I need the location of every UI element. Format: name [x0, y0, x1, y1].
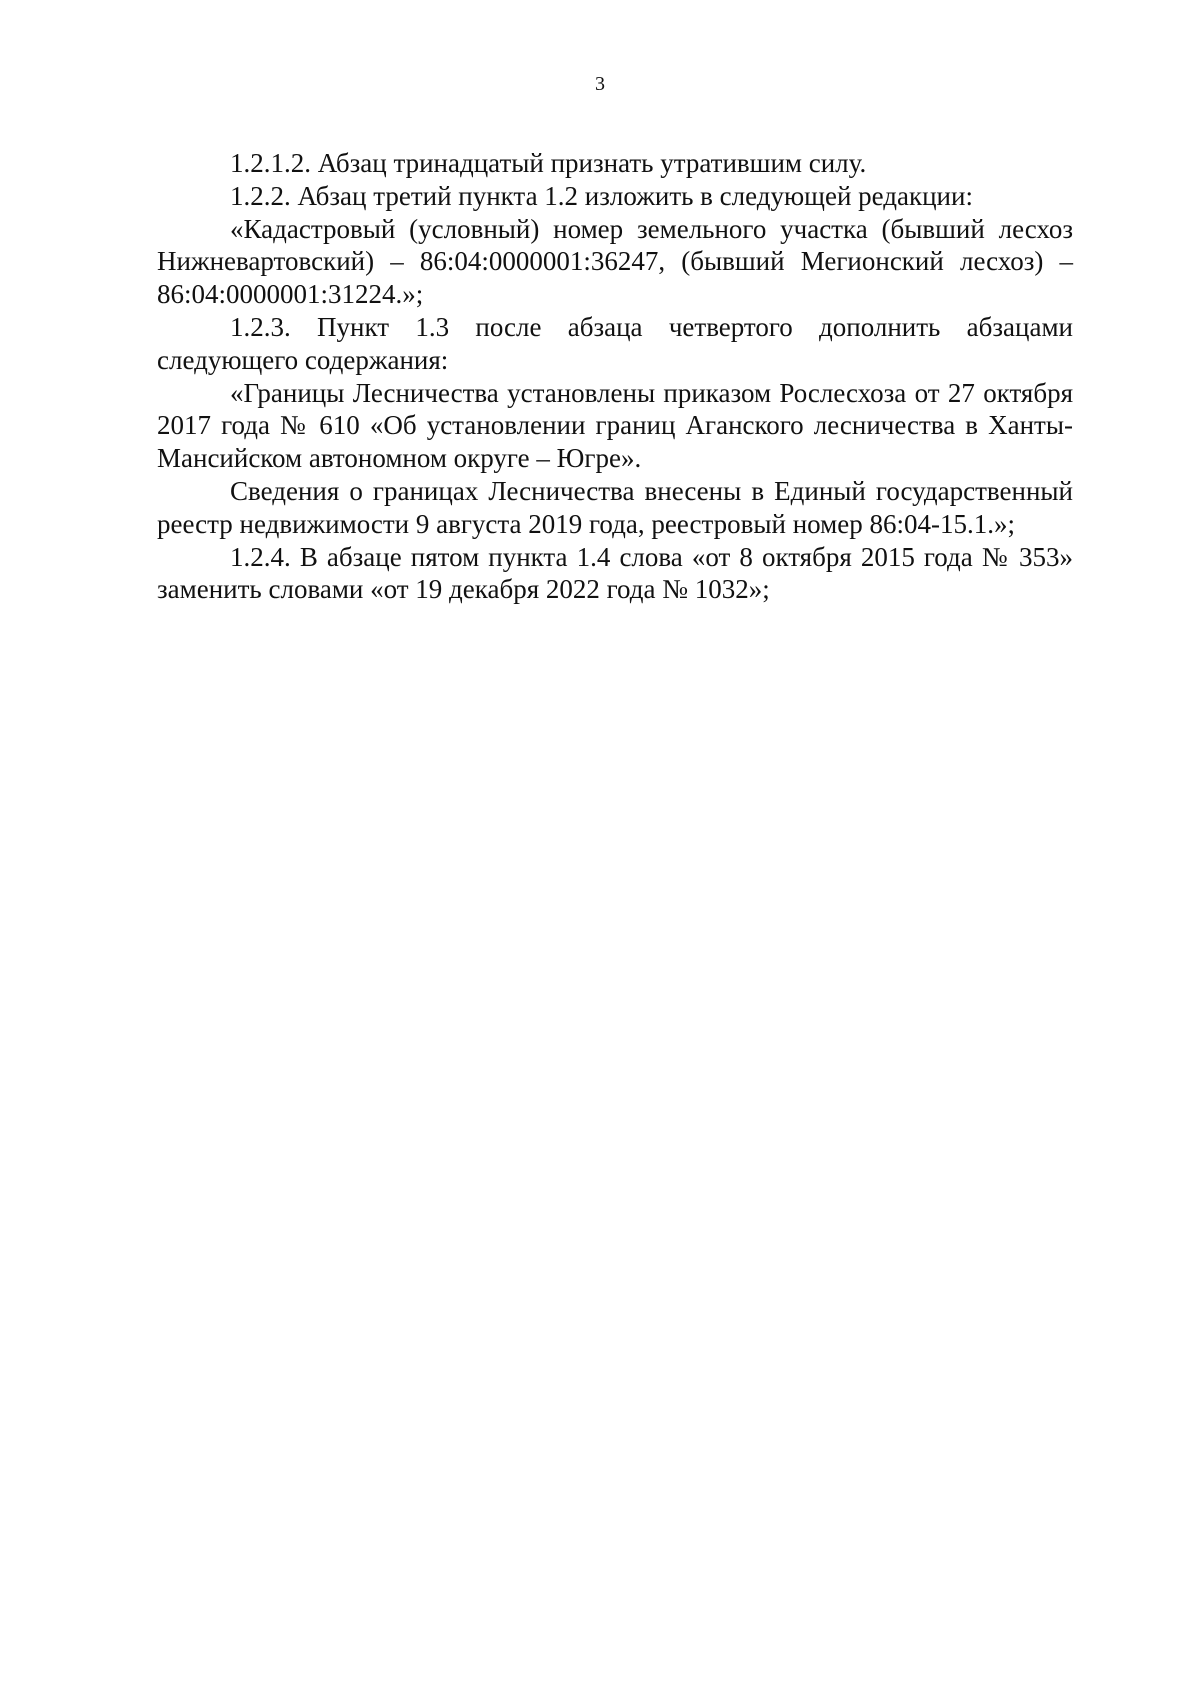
paragraph-1-2-1-2: 1.2.1.2. Абзац тринадцатый признать утратившим силу.: [230, 148, 867, 178]
paragraph-registry-info: Сведения о границах Лесничества внесены в Единый государственный реестр недвижимости 9 августа 2019 года, реестровый номер 86:04-15.1.»;: [157, 475, 1073, 539]
paragraph-forestry-boundaries: «Границы Лесничества установлены приказом Рослесхоза от 27 октября 2017 года № 610 «Об установлении границ Аганского лесничества в Ханты-Мансийском автономном округе – Югре».: [157, 377, 1073, 474]
document-body: [157, 147, 1073, 606]
page-number: 3: [595, 73, 605, 95]
paragraph-1-2-2: 1.2.2. Абзац третий пункта 1.2 изложить в следующей редакции:: [230, 180, 973, 211]
paragraph-1-2-3: 1.2.3. Пункт 1.3 после абзаца четвертого дополнить абзацами следующего содержания:: [157, 311, 1073, 375]
paragraph-cadastral-number: «Кадастровый (условный) номер земельного участка (бывший лесхоз Нижневартовский) – 86:04:0000001:36247, (бывший Мегионский лесхоз) – 86:04:0000001:31224.»;: [157, 213, 1073, 310]
paragraph-1-2-4: 1.2.4. В абзаце пятом пункта 1.4 слова «от 8 октября 2015 года № 353» заменить словами «от 19 декабря 2022 года № 1032»;: [157, 541, 1073, 605]
